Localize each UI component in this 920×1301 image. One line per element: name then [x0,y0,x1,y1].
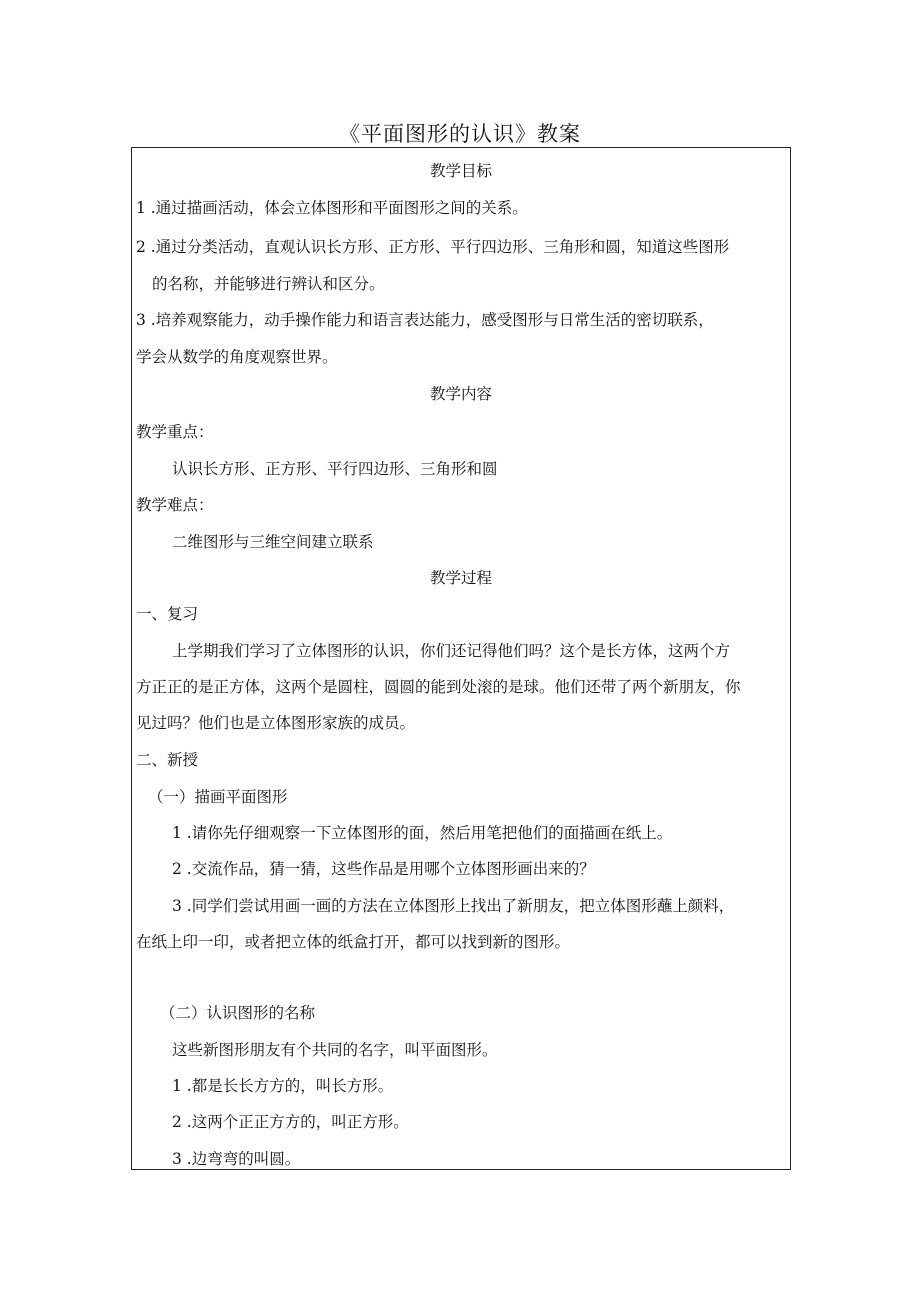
objective-3-line-1: 3 .培养观察能力，动手操作能力和语言表达能力，感受图形与日常生活的密切联系， [136,311,714,329]
tracing-step-3-line-1: 3 .同学们尝试用画一画的方法在立体图形上找出了新朋友，把立体图形蘸上颜料， [172,897,735,915]
difficulties-label: 教学难点： [136,496,214,514]
new-lesson-heading: 二、新授 [136,751,199,769]
tracing-step-3-line-2: 在纸上印一印，或者把立体的纸盒打开，都可以找到新的图形。 [136,933,571,951]
naming-item-3: 3 .边弯弯的叫圆。 [172,1150,301,1168]
document-title: 《平面图形的认识》教案 [339,122,581,146]
key-points-label: 教学重点： [136,423,214,441]
naming-item-1: 1 .都是长长方方的，叫长方形。 [172,1077,394,1095]
naming-intro: 这些新图形朋友有个共同的名字，叫平面图形。 [172,1041,498,1059]
objective-2-line-1: 2 .通过分类活动，直观认识长方形、正方形、平行四边形、三角形和圆，知道这些图形 [136,238,730,256]
tracing-step-2: 2 .交流作品，猜一猜，这些作品是用哪个立体图形画出来的？ [172,860,595,878]
naming-item-2: 2 .这两个正正方方的，叫正方形。 [172,1113,409,1131]
review-heading: 一、复习 [136,605,199,623]
section-heading-objectives: 教学目标 [429,162,492,180]
review-paragraph-line-1: 上学期我们学习了立体图形的认识，你们还记得他们吗？这个是长方体，这两个方 [172,642,731,660]
objective-3-line-2: 学会从数学的角度观察世界。 [136,348,338,366]
review-paragraph-line-3: 见过吗？他们也是立体图形家族的成员。 [136,714,416,732]
subsection-tracing-heading: （一）描画平面图形 [148,788,288,806]
objective-2-line-2: 的名称，并能够进行辨认和区分。 [152,275,385,293]
section-heading-content: 教学内容 [429,385,492,403]
objective-1: 1 .通过描画活动，体会立体图形和平面图形之间的关系。 [136,199,528,217]
section-heading-process: 教学过程 [429,569,492,587]
review-paragraph-line-2: 方正正的是正方体，这两个是圆柱，圆圆的能到处滚的是球。他们还带了两个新朋友，你 [136,678,741,696]
tracing-step-1: 1 .请你先仔细观察一下立体图形的面，然后用笔把他们的面描画在纸上。 [172,824,673,842]
subsection-naming-heading: （二）认识图形的名称 [160,1004,316,1022]
difficulties-text: 二维图形与三维空间建立联系 [172,533,374,551]
key-points-text: 认识长方形、正方形、平行四边形、三角形和圆 [172,460,498,478]
